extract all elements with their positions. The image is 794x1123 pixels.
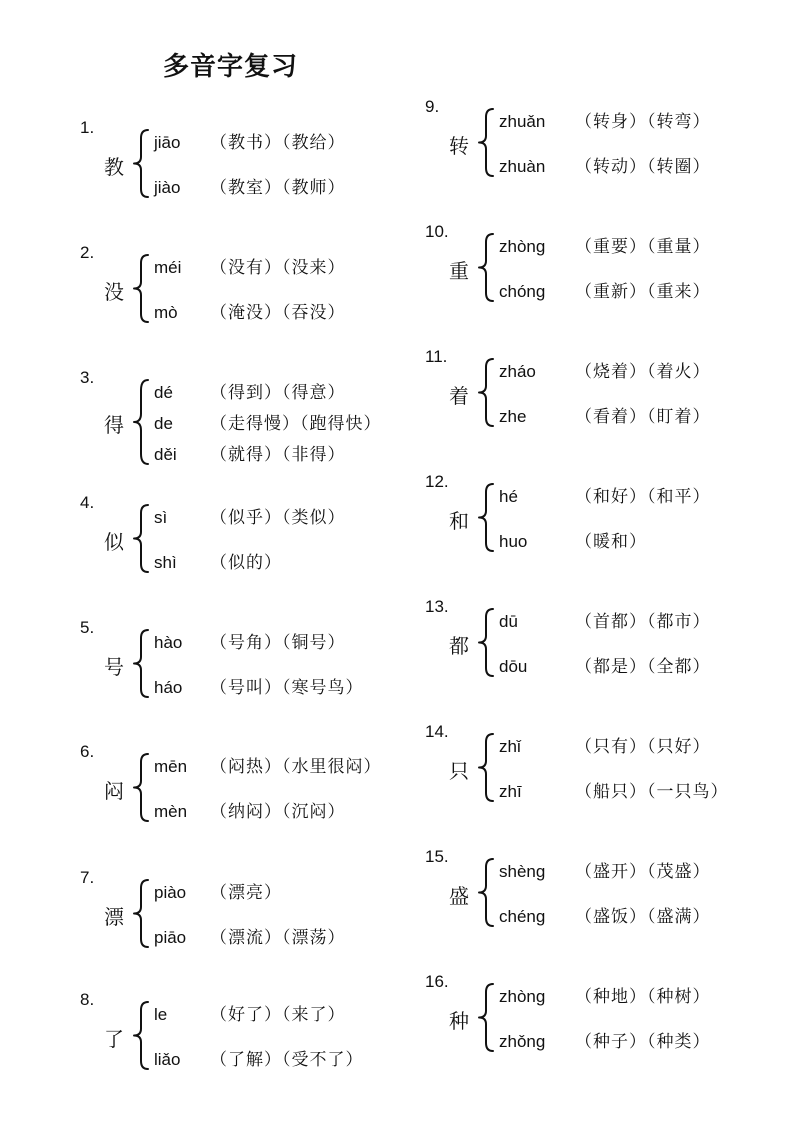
entry-3	[80, 368, 440, 488]
curly-brace-icon	[130, 503, 152, 574]
example-words: （教书）（教给）	[210, 133, 346, 153]
example-words: （都是）（全都）	[575, 657, 711, 677]
example-words: （暖和）	[575, 532, 647, 552]
entry-number: 5.	[80, 618, 95, 637]
pinyin: liǎo	[154, 1050, 181, 1069]
pinyin: zhuǎn	[499, 112, 546, 131]
polyphonic-character: 得	[104, 413, 124, 437]
example-words: （似乎）（类似）	[210, 508, 346, 528]
reading-line	[499, 652, 711, 677]
entry-2	[80, 243, 440, 363]
example-words: （船只）（一只鸟）	[575, 782, 729, 802]
pinyin: zhǒng	[499, 1032, 546, 1051]
example-words: （首都）（都市）	[575, 612, 711, 632]
curly-brace-icon	[130, 253, 152, 324]
polyphonic-character: 和	[449, 508, 469, 533]
reading-line	[499, 777, 729, 802]
example-words: （就得）（非得）	[210, 445, 346, 465]
example-words: （号叫）（寒号鸟）	[210, 678, 364, 698]
entry-number: 1.	[80, 118, 95, 137]
reading-line	[499, 1027, 711, 1052]
entry-16	[425, 972, 785, 1092]
entry-13	[425, 597, 785, 717]
pinyin: dū	[499, 612, 518, 631]
example-words: （漂亮）	[210, 883, 282, 903]
entry-number: 3.	[80, 368, 95, 387]
curly-brace-icon	[130, 752, 152, 823]
entry-number: 7.	[80, 868, 95, 887]
entry-number: 14.	[425, 722, 449, 741]
polyphonic-character: 漂	[104, 904, 124, 929]
example-words: （重要）（重量）	[575, 237, 711, 257]
pinyin: zhǐ	[499, 737, 521, 756]
example-words: （转动）（转圈）	[575, 157, 711, 177]
entry-number: 15.	[425, 847, 449, 866]
pinyin: mèn	[154, 802, 188, 821]
reading-line	[499, 482, 711, 507]
example-words: （种子）（种类）	[575, 1032, 711, 1052]
entry-11	[425, 347, 785, 467]
example-words: （和好）（和平）	[575, 487, 711, 507]
reading-line	[154, 440, 346, 465]
example-words: （号角）（铜号）	[210, 633, 346, 653]
reading-line	[154, 673, 364, 698]
pinyin: zháo	[499, 362, 536, 381]
polyphonic-character: 了	[104, 1026, 124, 1051]
entry-15	[425, 847, 785, 967]
reading-line	[154, 752, 382, 777]
curly-brace-icon	[130, 1000, 152, 1071]
pinyin: shèng	[499, 862, 546, 881]
pinyin: piāo	[154, 928, 187, 947]
example-words: （烧着）（着火）	[575, 362, 711, 382]
example-words: （纳闷）（沉闷）	[210, 802, 346, 822]
reading-line	[154, 878, 282, 903]
pinyin: zhòng	[499, 237, 546, 256]
reading-line	[154, 628, 346, 653]
reading-line	[499, 277, 711, 302]
curly-brace-icon	[130, 878, 152, 949]
example-words: （种地）（种树）	[575, 987, 711, 1007]
example-words: （似的）	[210, 553, 282, 573]
polyphonic-character: 重	[449, 258, 469, 283]
reading-line	[154, 1045, 364, 1070]
polyphonic-character: 着	[449, 383, 469, 408]
polyphonic-character: 只	[449, 758, 469, 783]
curly-brace-icon	[475, 857, 497, 928]
reading-line	[499, 732, 711, 757]
reading-line	[499, 232, 711, 257]
entry-number: 9.	[425, 97, 440, 116]
entry-7	[80, 868, 440, 988]
reading-line	[499, 857, 711, 882]
reading-line	[154, 128, 346, 153]
curly-brace-icon	[475, 482, 497, 553]
pinyin: dé	[154, 383, 173, 402]
entry-12	[425, 472, 785, 592]
pinyin: shì	[154, 553, 177, 572]
example-words: （闷热）（水里很闷）	[210, 757, 382, 777]
entry-number: 8.	[80, 990, 95, 1009]
reading-line	[154, 253, 346, 278]
page-title: 多音字复习	[163, 52, 299, 82]
entry-5	[80, 618, 440, 738]
entry-number: 2.	[80, 243, 95, 262]
example-words: （只有）（只好）	[575, 737, 711, 757]
pinyin: dōu	[499, 657, 528, 676]
polyphonic-character: 没	[104, 279, 124, 304]
curly-brace-icon	[475, 232, 497, 303]
reading-line	[154, 378, 346, 403]
curly-brace-icon	[130, 378, 152, 466]
pinyin: sì	[154, 508, 168, 527]
pinyin: háo	[154, 678, 183, 697]
curly-brace-icon	[475, 357, 497, 428]
curly-brace-icon	[475, 982, 497, 1053]
example-words: （转身）（转弯）	[575, 112, 711, 132]
entry-number: 6.	[80, 742, 95, 761]
curly-brace-icon	[475, 107, 497, 178]
example-words: （了解）（受不了）	[210, 1050, 364, 1070]
example-words: （看着）（盯着）	[575, 407, 711, 427]
example-words: （好了）（来了）	[210, 1005, 346, 1025]
reading-line	[154, 548, 282, 573]
entry-9	[425, 97, 785, 217]
curly-brace-icon	[475, 732, 497, 803]
polyphonic-character: 转	[449, 133, 469, 158]
entry-number: 12.	[425, 472, 449, 491]
reading-line	[154, 409, 382, 434]
reading-line	[154, 298, 346, 323]
polyphonic-character: 教	[104, 154, 124, 179]
reading-line	[499, 152, 711, 177]
entry-14	[425, 722, 785, 842]
entry-number: 16.	[425, 972, 449, 991]
pinyin: mò	[154, 303, 178, 322]
example-words: （重新）（重来）	[575, 282, 711, 302]
pinyin: huo	[499, 532, 528, 551]
entry-number: 4.	[80, 493, 95, 512]
reading-line	[154, 1000, 346, 1025]
polyphonic-character: 种	[449, 1008, 469, 1033]
reading-line	[154, 503, 346, 528]
reading-line	[154, 923, 346, 948]
pinyin: chéng	[499, 907, 546, 926]
pinyin: hào	[154, 633, 183, 652]
reading-line	[499, 607, 711, 632]
reading-line	[499, 982, 711, 1007]
curly-brace-icon	[475, 607, 497, 678]
curly-brace-icon	[130, 628, 152, 699]
polyphonic-character: 似	[104, 529, 124, 554]
pinyin: hé	[499, 487, 518, 506]
entry-number: 11.	[425, 347, 448, 366]
example-words: （盛饭）（盛满）	[575, 907, 711, 927]
pinyin: chóng	[499, 282, 546, 301]
reading-line	[499, 527, 647, 552]
entry-10	[425, 222, 785, 342]
example-words: （走得慢）（跑得快）	[210, 414, 382, 434]
entry-4	[80, 493, 440, 613]
example-words: （漂流）（漂荡）	[210, 928, 346, 948]
polyphonic-character: 闷	[104, 778, 124, 803]
example-words: （得到）（得意）	[210, 383, 346, 403]
entry-1	[80, 118, 440, 238]
example-words: （没有）（没来）	[210, 258, 346, 278]
pinyin: zhe	[499, 407, 527, 426]
example-words: （盛开）（茂盛）	[575, 862, 711, 882]
pinyin: děi	[154, 445, 177, 464]
entry-number: 10.	[425, 222, 449, 241]
reading-line	[499, 107, 711, 132]
reading-line	[499, 402, 711, 427]
reading-line	[499, 357, 711, 382]
pinyin: de	[154, 414, 173, 433]
reading-line	[499, 902, 711, 927]
pinyin: méi	[154, 258, 182, 277]
example-words: （教室）（教师）	[210, 178, 346, 198]
polyphonic-character: 都	[449, 633, 469, 658]
entry-8	[80, 990, 440, 1110]
entry-number: 13.	[425, 597, 449, 616]
pinyin: jiào	[154, 178, 181, 197]
reading-line	[154, 173, 346, 198]
pinyin: mēn	[154, 757, 188, 776]
reading-line	[154, 797, 346, 822]
pinyin: le	[154, 1005, 168, 1024]
curly-brace-icon	[130, 128, 152, 199]
entry-6	[80, 742, 440, 862]
pinyin: zhī	[499, 782, 522, 801]
pinyin: jiāo	[154, 133, 181, 152]
pinyin: piào	[154, 883, 187, 902]
example-words: （淹没）（吞没）	[210, 303, 346, 323]
pinyin: zhòng	[499, 987, 546, 1006]
pinyin: zhuàn	[499, 157, 546, 176]
polyphonic-character: 盛	[449, 883, 469, 908]
polyphonic-character: 号	[104, 654, 124, 679]
